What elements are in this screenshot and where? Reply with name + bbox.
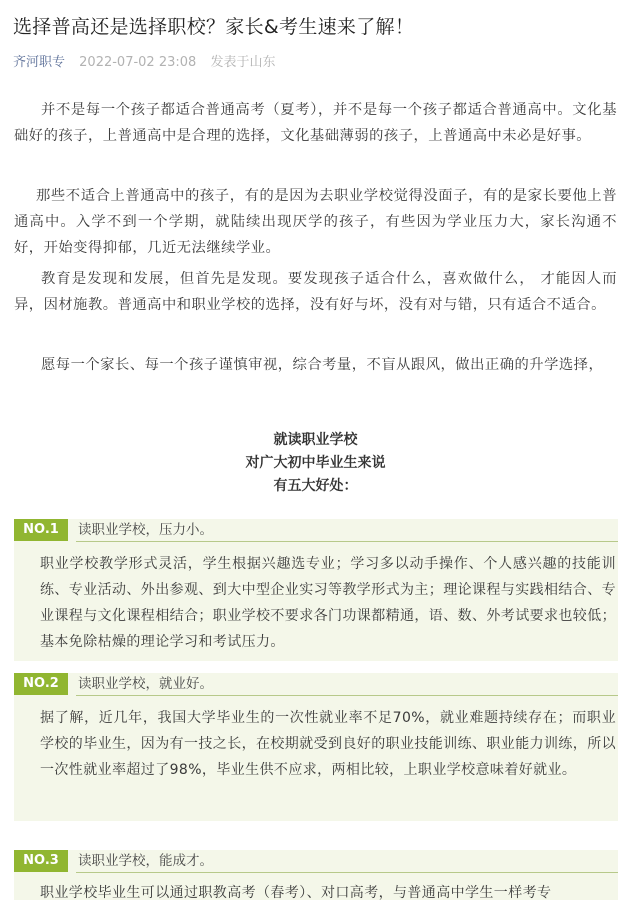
intro-paragraph-4: 愿每一个家长、每一个孩子谨慎审视，综合考量，不盲从跟风，做出正确的升学选择， <box>41 357 604 373</box>
benefit-tag: NO.1 <box>14 519 68 541</box>
intro-paragraph-2: 那些不适合上普通高中的孩子，有的是因为去职业学校觉得没面子，有的是家长要他上普通高中。入学不到一个学期，就陆续出现厌学的孩子，有些因为学业压力大，家长沟通不好，开始变得抑郁，几近无法继续学业。 <box>14 188 617 256</box>
benefit-card-1 <box>14 519 618 661</box>
benefit-text: 职业学校教学形式灵活，学生根据兴趣选专业；学习多以动手操作、个人感兴趣的技能训练、专业活动、外出参观、到大中型企业实习等教学形式为主；理论课程与实践相结合、专业课程与文化课程相结合；职业学校不要求各门功课都精通，语、数、外考试要求也较低；基本免除枯燥的理论学习和考试压力。 <box>40 556 616 650</box>
benefit-tag: NO.3 <box>14 850 68 872</box>
benefit-divider <box>76 695 618 696</box>
intro-paragraph-1: 并不是每一个孩子都适合普通高考（夏考），并不是每一个孩子都适合普通高中。文化基础好的孩子，上普通高中是合理的选择，文化基础薄弱的孩子，上普通高中未必是好事。 <box>14 102 617 144</box>
benefit-text: 据了解，近几年，我国大学毕业生的一次性就业率不足70%，就业难题持续存在；而职业学校的毕业生，因为有一技之长，在校期就受到良好的职业技能训练、职业能力训练，所以一次性就业率超过了98%，毕业生供不应求，两相比较，上职业学校意味着好就业。 <box>40 710 616 778</box>
intro-paragraph-3: 教育是发现和发展，但首先是发现。要发现孩子适合什么，喜欢做什么， 才能因人而异，因材施教。普通高中和职业学校的选择，没有好与坏，没有对与错，只有适合不适合。 <box>14 271 617 313</box>
article-title: 选择普高还是选择职校？家长&考生速来了解！ <box>13 16 415 38</box>
section-heading-line-3: 有五大好处： <box>273 478 358 494</box>
article-meta <box>13 55 275 71</box>
benefit-subtitle: 读职业学校，能成才。 <box>78 853 213 869</box>
benefit-divider <box>76 872 618 873</box>
benefit-subtitle: 读职业学校，压力小。 <box>78 522 213 538</box>
benefit-card-3 <box>14 850 618 900</box>
author-link[interactable]: 齐河职专 <box>13 55 66 70</box>
benefit-subtitle: 读职业学校，就业好。 <box>78 676 213 692</box>
section-heading-line-2: 对广大初中毕业生来说 <box>245 455 386 471</box>
publish-location: 发表于山东 <box>210 55 276 70</box>
benefit-tag: NO.2 <box>14 673 68 695</box>
section-heading-line-1: 就读职业学校 <box>273 432 358 448</box>
benefit-text: 职业学校毕业生可以通过职教高考（春考）、对口高考，与普通高中学生一样考专 <box>40 885 552 900</box>
benefit-card-2 <box>14 673 618 821</box>
publish-datetime: 2022-07-02 23:08 <box>79 55 197 70</box>
benefit-divider <box>76 541 618 542</box>
